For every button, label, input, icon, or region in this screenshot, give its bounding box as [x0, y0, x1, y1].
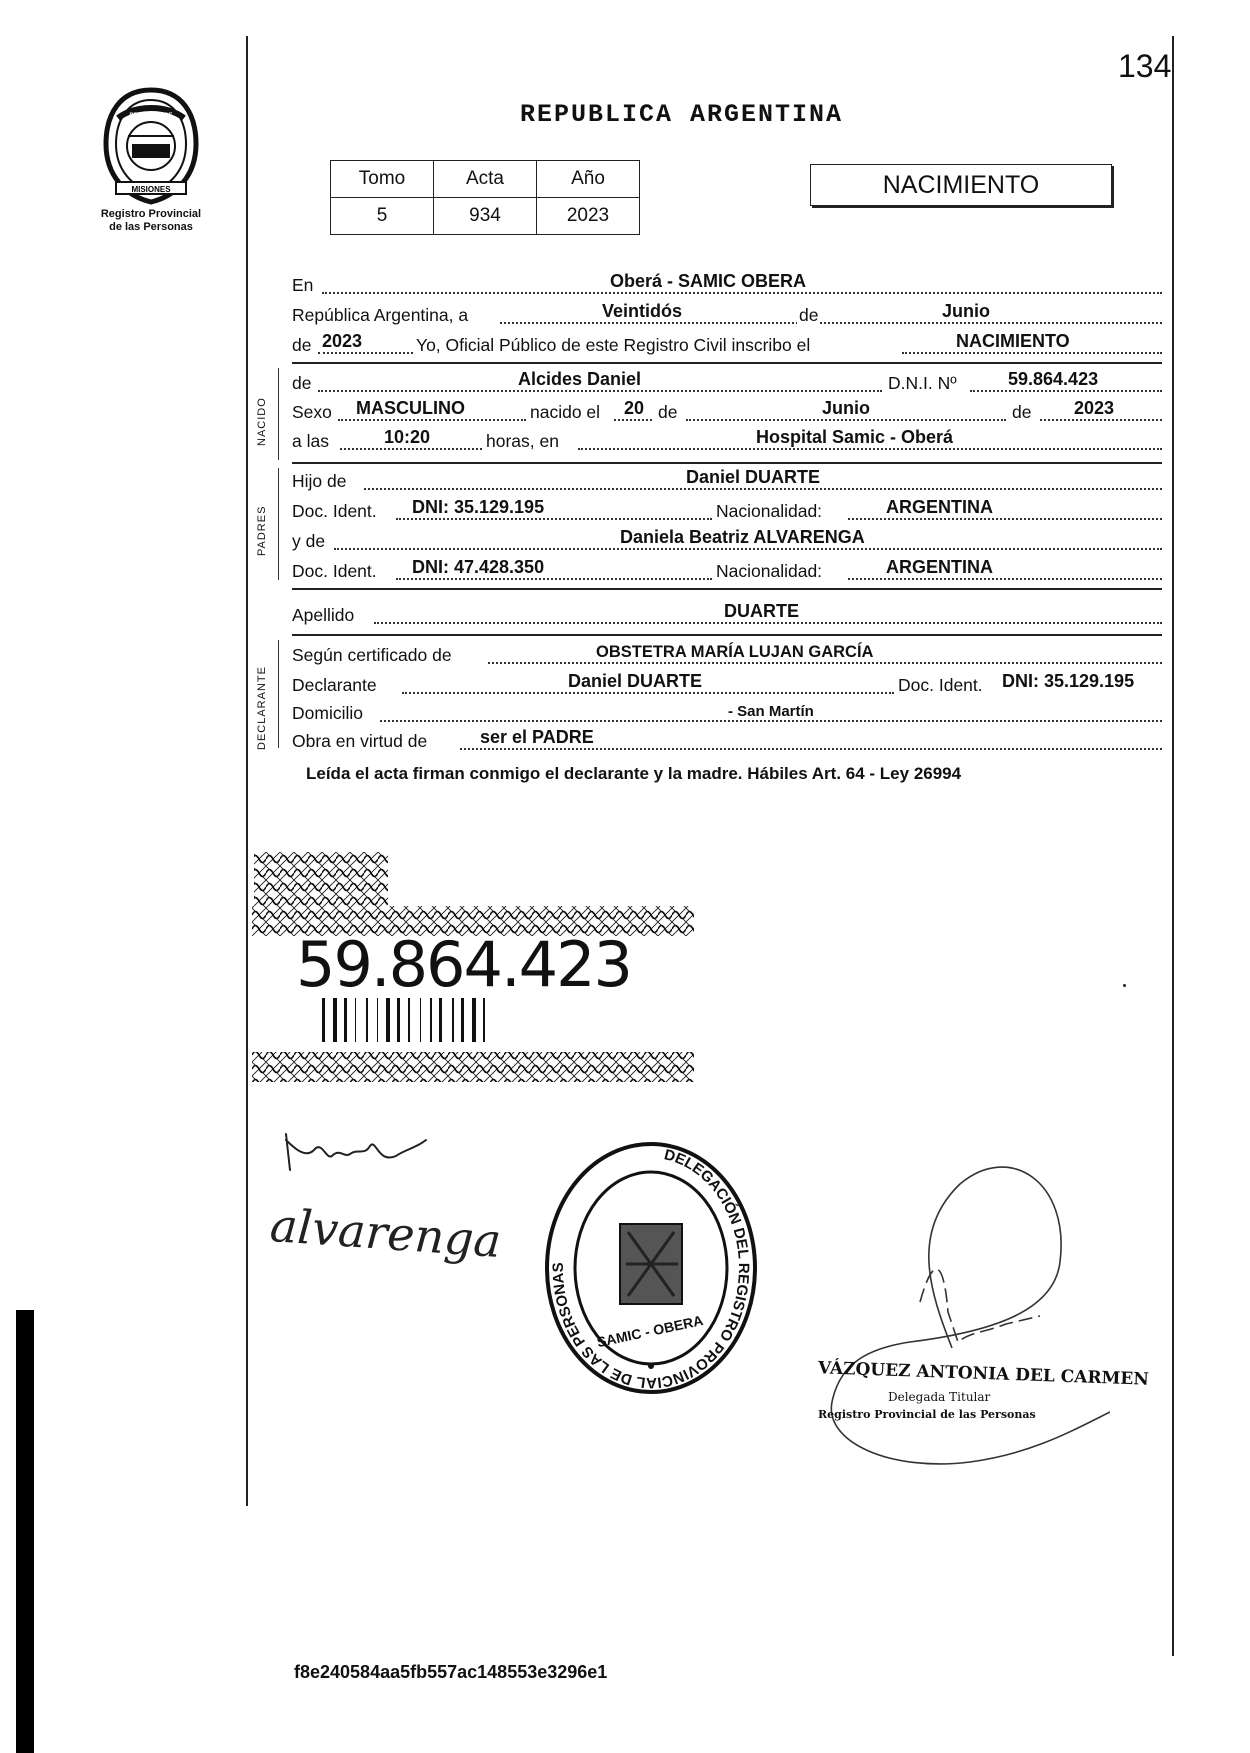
act-type-box: NACIMIENTO	[810, 164, 1112, 206]
registry-oval-seal	[540, 1140, 762, 1400]
header-acta: Acta	[434, 161, 537, 198]
label-obra-en-virtud: Obra en virtud de	[292, 731, 428, 751]
page-number: 134	[1118, 48, 1172, 84]
left-margin-rule	[246, 36, 248, 1506]
value-madre-nacionalidad: ARGENTINA	[886, 557, 993, 577]
barcode-bar	[333, 998, 337, 1042]
label-declarante: Declarante	[292, 675, 377, 695]
barcode-bar	[420, 998, 421, 1042]
value-anio-nacimiento: 2023	[1074, 398, 1115, 418]
value-lugar-nacimiento: Hospital Samic - Oberá	[756, 427, 954, 447]
coat-of-arms-icon	[96, 84, 206, 208]
barcode-bar	[366, 998, 368, 1042]
svg-text:DELEGACIÓN DEL REGISTRO PROVIN: DELEGACIÓN DEL REGISTRO PROVINCIAL DE LAS PERSONAS	[549, 1146, 752, 1392]
svg-text:MISIONES: MISIONES	[131, 185, 171, 194]
line-nombre	[292, 368, 1162, 396]
reference-table	[330, 160, 640, 235]
barcode-bar	[452, 998, 454, 1042]
padres-side-bar	[278, 468, 279, 580]
dotted-fill	[364, 488, 1162, 490]
dotted-fill	[374, 622, 1162, 624]
value-lugar: Oberá - SAMIC OBERA	[610, 271, 807, 291]
value-acta: 934	[434, 198, 537, 235]
dotted-fill	[902, 352, 1162, 354]
line-madre-doc	[292, 556, 1162, 584]
right-margin-rule	[1172, 36, 1174, 1656]
official-name: VÁZQUEZ ANTONIA DEL CARMEN	[817, 1358, 1150, 1390]
official-signature	[810, 1112, 1110, 1484]
line-sexo	[292, 397, 1162, 425]
barcode-bar	[483, 998, 485, 1042]
value-declarante-doc: DNI: 35.129.195	[1002, 671, 1135, 691]
value-mes-nacimiento: Junio	[822, 398, 870, 418]
line-republica	[292, 300, 1162, 328]
value-dia-registro: Veintidós	[602, 301, 683, 321]
closing-statement: Leída el acta firman conmigo el declarante y la madre. Hábiles Art. 64 - Ley 26994	[306, 764, 962, 783]
barcode-bar	[408, 998, 410, 1042]
value-sexo: MASCULINO	[356, 398, 465, 418]
document-hash: f8e240584aa5fb557ac148553e3296e1	[294, 1662, 608, 1682]
nacido-side-bar	[278, 368, 279, 460]
value-anio: 2023	[537, 198, 640, 235]
official-institution: Registro Provincial de las Personas	[818, 1408, 1036, 1421]
label-doc-ident: Doc. Ident.	[292, 561, 377, 581]
label-de: de	[292, 335, 312, 355]
section-divider	[292, 462, 1162, 464]
value-acto: NACIMIENTO	[956, 331, 1070, 351]
logo-caption-line1: Registro Provincial	[100, 208, 202, 220]
label-de: de	[292, 373, 312, 393]
label-de: de	[799, 305, 819, 325]
label-doc-ident: Doc. Ident.	[292, 501, 377, 521]
line-declarante	[292, 670, 1162, 698]
line-apellido	[292, 600, 1162, 628]
barcode-bar	[397, 998, 400, 1042]
barcode-bar	[355, 998, 356, 1042]
value-domicilio: - San Martín	[728, 703, 814, 720]
declarante-side-bar	[278, 640, 279, 748]
value-anio-registro: 2023	[322, 331, 363, 351]
value-padre-nacionalidad: ARGENTINA	[886, 497, 993, 517]
line-en-virtud	[292, 726, 1162, 754]
reference-table-value-row	[331, 198, 640, 235]
label-nacionalidad: Nacionalidad:	[716, 561, 823, 581]
document-title: REPUBLICA ARGENTINA	[520, 100, 844, 129]
line-madre	[292, 526, 1162, 554]
dotted-fill	[396, 518, 712, 520]
dotted-fill	[578, 448, 1162, 450]
seal-icon	[540, 1140, 762, 1400]
label-apellido: Apellido	[292, 605, 355, 625]
side-label-declarante: DECLARANTE	[256, 666, 268, 750]
dotted-fill	[322, 292, 1162, 294]
id-stamp-number: 59.864.423	[296, 928, 631, 1001]
value-tomo: 5	[331, 198, 434, 235]
dotted-fill	[848, 578, 1162, 580]
line-domicilio	[292, 698, 1162, 726]
official-title: Delegada Titular	[888, 1390, 991, 1404]
label-doc-ident: Doc. Ident.	[898, 675, 983, 695]
label-a-las: a las	[292, 431, 329, 451]
label-nacido-el: nacido el	[530, 402, 601, 422]
line-certificado	[292, 640, 1162, 668]
dotted-fill	[500, 322, 1162, 324]
province-coat-of-arms-logo	[96, 84, 206, 208]
header-tomo: Tomo	[331, 161, 434, 198]
line-padre	[292, 466, 1162, 494]
dotted-fill	[970, 390, 1162, 392]
left-edge-bar	[16, 1310, 34, 1753]
reference-table-header-row	[331, 161, 640, 198]
value-dni: 59.864.423	[1008, 369, 1099, 389]
label-de: de	[1012, 402, 1032, 422]
value-padre: Daniel DUARTE	[686, 467, 821, 487]
dni-stamp	[252, 852, 694, 1092]
label-domicilio: Domicilio	[292, 703, 363, 723]
value-nombre: Alcides Daniel	[518, 369, 642, 389]
value-hora: 10:20	[384, 427, 431, 447]
value-certificado: OBSTETRA MARÍA LUJAN GARCÍA	[596, 643, 874, 661]
declarant-signature	[266, 1120, 503, 1290]
label-de: de	[658, 402, 678, 422]
dotted-fill	[402, 692, 894, 694]
dotted-fill	[1040, 419, 1162, 421]
dotted-fill	[614, 419, 652, 421]
barcode-icon	[322, 998, 485, 1042]
svg-text:PROVINCIA DE: PROVINCIA DE	[129, 113, 173, 119]
value-padre-doc: DNI: 35.129.195	[412, 497, 545, 517]
line-hora	[292, 426, 1162, 454]
side-label-nacido: NACIDO	[256, 397, 268, 446]
dotted-fill	[338, 419, 526, 421]
section-divider	[292, 362, 1162, 364]
section-divider	[292, 634, 1162, 636]
value-madre: Daniela Beatriz ALVARENGA	[620, 527, 865, 547]
label-republica-a: República Argentina, a	[292, 305, 469, 325]
label-horas-en: horas, en	[486, 431, 559, 451]
value-apellido: DUARTE	[724, 601, 799, 621]
value-madre-doc: DNI: 47.428.350	[412, 557, 545, 577]
header-anio: Año	[537, 161, 640, 198]
line-padre-doc	[292, 496, 1162, 524]
dotted-fill	[318, 352, 413, 354]
barcode-bar	[472, 998, 476, 1042]
barcode-bar	[377, 998, 378, 1042]
official-stamp	[817, 1358, 1150, 1421]
dotted-fill	[488, 662, 1162, 664]
label-segun-certificado: Según certificado de	[292, 645, 452, 665]
barcode-bar	[461, 998, 464, 1042]
barcode-bar	[322, 998, 325, 1042]
label-en: En	[292, 275, 314, 295]
label-sexo: Sexo	[292, 402, 332, 422]
barcode-bar	[386, 998, 390, 1042]
dotted-fill	[686, 419, 1006, 421]
stray-dot	[1123, 984, 1126, 987]
logo-caption-line2: de las Personas	[109, 221, 193, 233]
svg-text:SAMIC - OBERA: SAMIC - OBERA	[595, 1312, 705, 1351]
value-mes-registro: Junio	[942, 301, 990, 321]
line-year-officer	[292, 330, 1162, 358]
value-dia-nacimiento: 20	[624, 398, 645, 418]
value-en-virtud: ser el PADRE	[480, 727, 594, 747]
barcode-bar	[344, 998, 347, 1042]
value-declarante: Daniel DUARTE	[568, 671, 703, 691]
logo-caption	[86, 208, 216, 234]
official-signature-scribble-icon	[810, 1112, 1110, 1484]
label-yo-oficial: Yo, Oficial Público de este Registro Civil inscribo el	[416, 335, 811, 355]
dotted-fill	[318, 390, 882, 392]
label-dni: D.N.I. Nº	[888, 373, 957, 393]
dotted-fill	[396, 578, 712, 580]
section-divider	[292, 588, 1162, 590]
mother-signature: alvarenga	[268, 1197, 503, 1269]
label-y-de: y de	[292, 531, 326, 551]
dotted-fill	[460, 748, 1162, 750]
side-label-padres: PADRES	[256, 505, 268, 556]
label-hijo-de: Hijo de	[292, 471, 347, 491]
barcode-bar	[430, 998, 432, 1042]
dotted-fill	[334, 548, 1162, 550]
line-en	[292, 270, 1162, 298]
dotted-fill	[380, 720, 1162, 722]
dotted-fill	[340, 448, 482, 450]
label-nacionalidad: Nacionalidad:	[716, 501, 823, 521]
barcode-bar	[439, 998, 442, 1042]
dotted-fill	[848, 518, 1162, 520]
